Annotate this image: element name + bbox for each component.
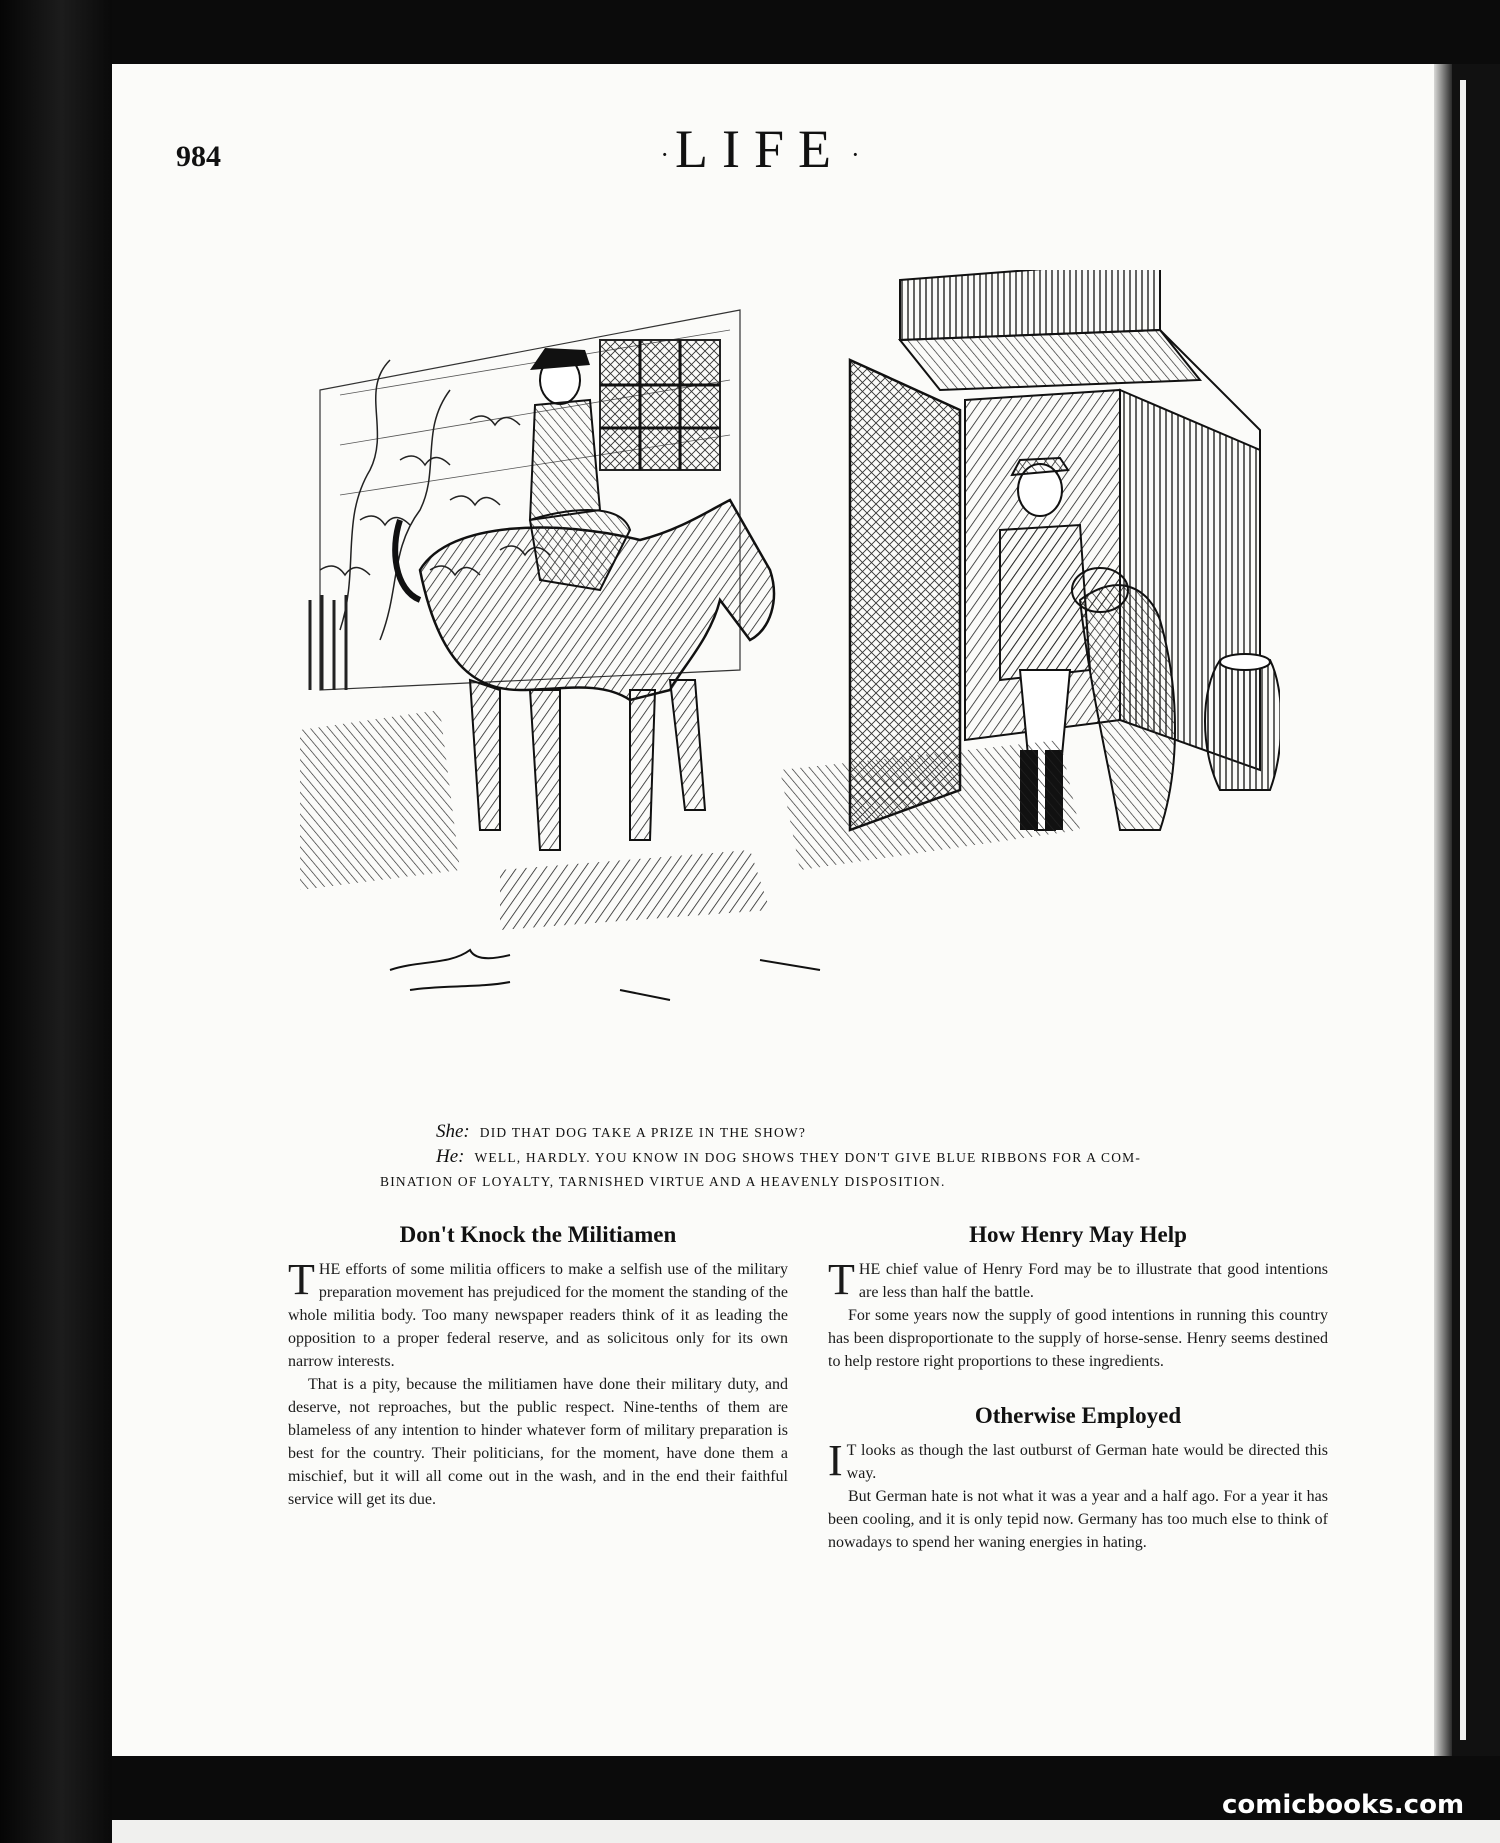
caption-speaker-he: He: <box>436 1146 465 1167</box>
article-paragraph <box>288 1255 788 1373</box>
article-paragraph <box>828 1255 1328 1304</box>
cartoon-caption <box>380 1120 1210 1194</box>
caption-line-she <box>380 1120 1210 1145</box>
caption-line-continuation: BINATION OF LOYALTY, TARNISHED VIRTUE AND A HEAVENLY DISPOSITION. <box>380 1174 946 1189</box>
article-paragraph: For some years now the supply of good intentions in running this country has been disproportionate to the supply of horse-sense. Henry seems destined to help restore right proportions to these ingredients. <box>828 1307 1328 1370</box>
article-paragraph <box>828 1436 1328 1485</box>
article-otherwise-employed <box>828 1403 1328 1554</box>
page-gutter-shadow <box>1434 64 1452 1756</box>
caption-line-he <box>380 1145 1210 1170</box>
masthead-title: LIFE <box>675 119 845 179</box>
masthead <box>580 118 940 180</box>
article-paragraph: That is a pity, because the militiamen have done their military duty, and deserve, not reproaches, but the public respect. Nine-tenths of them are blameless of any intention to hinder whatever form of military preparation is best for the country. Their politicians, for the moment, have done them a mischief, but it will all come out in the wash, and in the end their faithful service will get its due. <box>288 1376 788 1508</box>
site-watermark: comicbooks.com <box>1222 1790 1465 1820</box>
barn-window <box>600 340 720 470</box>
caption-text-she: DID THAT DOG TAKE A PRIZE IN THE SHOW? <box>479 1125 807 1140</box>
article-title: How Henry May Help <box>969 1222 1187 1247</box>
adjacent-page-edge <box>1460 80 1466 1740</box>
cartoon-illustration <box>300 270 1280 1090</box>
masthead-dot-right: · <box>851 139 860 169</box>
masthead-dot-left: · <box>660 139 669 169</box>
page-number: 984 <box>176 140 221 173</box>
barrel <box>1205 654 1280 790</box>
artist-signature <box>390 950 510 990</box>
article-title: Don't Knock the Militiamen <box>399 1222 677 1247</box>
paragraph-text: HE efforts of some militia officers to make a selfish use of the military preparation movement has prejudiced for the moment the standing of the whole militia body. Too many newspaper readers think of it as leading the opposition to a proper federal reserve, and as solicitous only for its own narrow interests. <box>288 1261 788 1370</box>
caption-speaker-she: She: <box>436 1121 470 1142</box>
article-title: Otherwise Employed <box>974 1403 1182 1428</box>
scan-left-margin <box>0 0 112 1843</box>
drop-cap: I <box>828 1436 843 1485</box>
article-militiamen <box>288 1222 788 1511</box>
article-henry <box>828 1222 1328 1373</box>
caption-text-he: WELL, HARDLY. YOU KNOW IN DOG SHOWS THEY DON'T GIVE BLUE RIBBONS FOR A COM- <box>474 1150 1142 1165</box>
drop-cap: T <box>288 1255 315 1304</box>
paragraph-text: T looks as though the last outburst of German hate would be directed this way. <box>846 1442 1328 1482</box>
picket-fence <box>310 595 346 690</box>
article-column-right <box>828 1222 1328 1554</box>
article-paragraph: But German hate is not what it was a year and a half ago. For a year it has been cooling, and it is only tepid now. Germany has too much else to think of nowadays to spend her waning energies in hating. <box>828 1488 1328 1551</box>
paragraph-text: HE chief value of Henry Ford may be to illustrate that good intentions are less than half the battle. <box>858 1261 1328 1301</box>
drop-cap: T <box>828 1255 855 1304</box>
next-scan-edge <box>112 1820 1500 1843</box>
